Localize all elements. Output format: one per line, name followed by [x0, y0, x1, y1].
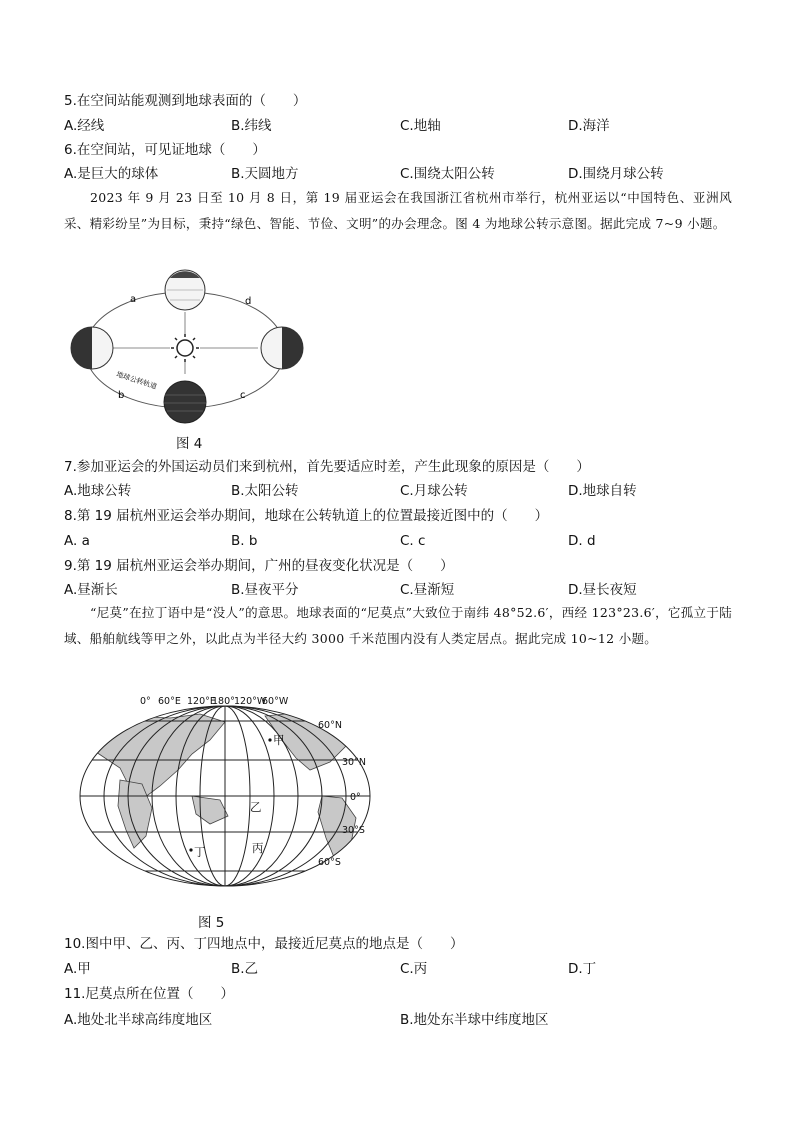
q6-stem: 6.在空间站，可见证地球（ ） — [64, 142, 266, 158]
q6-options — [64, 165, 744, 183]
orbit-position-a: a — [130, 294, 137, 305]
q9-stem: 9.第 19 届杭州亚运会举办期间，广州的昼夜变化状况是（ ） — [64, 558, 454, 574]
lat-label-60s: 60°S — [318, 857, 341, 868]
q10-options — [64, 960, 744, 978]
q10-stem: 10.图中甲、乙、丙、丁四地点中，最接近尼莫点的地点是（ ） — [64, 936, 464, 952]
earth-right — [261, 327, 303, 369]
figure-4-earth-orbit — [60, 262, 320, 432]
q7-option-d[interactable]: D.地球自转 — [568, 483, 637, 499]
orbit-position-d: d — [245, 296, 252, 307]
point-ding: 丁 — [194, 845, 206, 859]
q5-options — [64, 117, 744, 135]
q8-option-a[interactable]: A. a — [64, 533, 90, 549]
q7-options — [64, 482, 744, 500]
q8-options — [64, 532, 744, 550]
q11-option-a[interactable]: A.地处北半球高纬度地区 — [64, 1012, 213, 1028]
orbit-position-b: b — [118, 390, 125, 401]
q7-stem: 7.参加亚运会的外国运动员们来到杭州，首先要适应时差，产生此现象的原因是（ ） — [64, 459, 590, 475]
point-yi: 乙 — [250, 800, 262, 814]
q9-option-a[interactable]: A.昼渐长 — [64, 582, 118, 598]
point-jia: 甲 — [273, 733, 285, 747]
q7-option-a[interactable]: A.地球公转 — [64, 483, 132, 499]
q9-option-d[interactable]: D.昼长夜短 — [568, 582, 637, 598]
earth-top — [165, 270, 205, 310]
q8-option-c[interactable]: C. c — [400, 533, 426, 549]
q6-option-c[interactable]: C.围绕太阳公转 — [400, 166, 495, 182]
q10-option-a[interactable]: A.甲 — [64, 961, 91, 977]
q7-option-b[interactable]: B.太阳公转 — [231, 483, 299, 499]
lat-label-0: 0° — [350, 792, 361, 803]
orbit-position-c: c — [240, 390, 246, 401]
earth-left — [71, 327, 113, 369]
lon-label-120w: 120°W — [234, 696, 267, 707]
figure-5-caption: 图 5 — [198, 915, 225, 931]
q10-option-b[interactable]: B.乙 — [231, 961, 259, 977]
orbit-label: 地球公转轨道 — [115, 370, 158, 391]
q5-stem: 5.在空间站能观测到地球表面的（ ） — [64, 93, 307, 109]
q7-option-c[interactable]: C.月球公转 — [400, 483, 468, 499]
passage-point-nemo — [64, 600, 732, 652]
lon-label-60w: 60°W — [262, 696, 289, 707]
figure-5-world-map — [60, 688, 380, 894]
lat-label-30n: 30°N — [342, 757, 366, 768]
q8-option-d[interactable]: D. d — [568, 533, 596, 549]
q11-option-b[interactable]: B.地处东半球中纬度地区 — [400, 1012, 549, 1028]
q9-options — [64, 581, 744, 599]
figure-4-caption: 图 4 — [176, 436, 203, 452]
q5-option-b[interactable]: B.纬线 — [231, 118, 272, 134]
lat-label-60n: 60°N — [318, 720, 342, 731]
q9-option-b[interactable]: B.昼夜平分 — [231, 582, 299, 598]
q5-option-c[interactable]: C.地轴 — [400, 118, 441, 134]
lon-label-0: 0° — [140, 696, 151, 707]
q11-options — [64, 1011, 744, 1029]
sun-icon — [171, 334, 199, 362]
lon-label-60e: 60°E — [158, 696, 181, 707]
q6-option-a[interactable]: A.是巨大的球体 — [64, 166, 159, 182]
point-bing: 丙 — [252, 841, 264, 855]
q8-stem: 8.第 19 届杭州亚运会举办期间，地球在公转轨道上的位置最接近图中的（ ） — [64, 508, 549, 524]
q11-stem: 11.尼莫点所在位置（ ） — [64, 986, 234, 1002]
lon-label-120e: 120°E — [187, 696, 216, 707]
lat-label-30s: 30°S — [342, 825, 365, 836]
passage-asian-games — [64, 185, 732, 237]
q9-option-c[interactable]: C.昼渐短 — [400, 582, 455, 598]
q5-option-d[interactable]: D.海洋 — [568, 118, 610, 134]
q8-option-b[interactable]: B. b — [231, 533, 258, 549]
passage-point-nemo-text: “尼莫”在拉丁语中是“没人”的意思。地球表面的“尼莫点”大致位于南纬 48°52.6′，西经 123°23.6′，它孤立于陆域、船舶航线等甲之外，以此点为半径大约 3000 千米范围内没有人类定居点。据此完成 10~12 小题。 — [64, 605, 732, 646]
q5-option-a[interactable]: A.经线 — [64, 118, 105, 134]
passage-asian-games-text: 2023 年 9 月 23 日至 10 月 8 日，第 19 届亚运会在我国浙江省杭州市举行，杭州亚运以“中国特色、亚洲风采、精彩纷呈”为目标，秉持“绿色、智能、节俭、文明”的办会理念。图 4 为地球公转示意图。据此完成 7~9 小题。 — [64, 190, 732, 231]
q6-option-b[interactable]: B.天圆地方 — [231, 166, 299, 182]
q6-option-d[interactable]: D.围绕月球公转 — [568, 166, 664, 182]
earth-bottom — [164, 381, 206, 423]
lon-label-180: 180° — [212, 696, 235, 707]
q10-option-d[interactable]: D.丁 — [568, 961, 597, 977]
q10-option-c[interactable]: C.丙 — [400, 961, 428, 977]
